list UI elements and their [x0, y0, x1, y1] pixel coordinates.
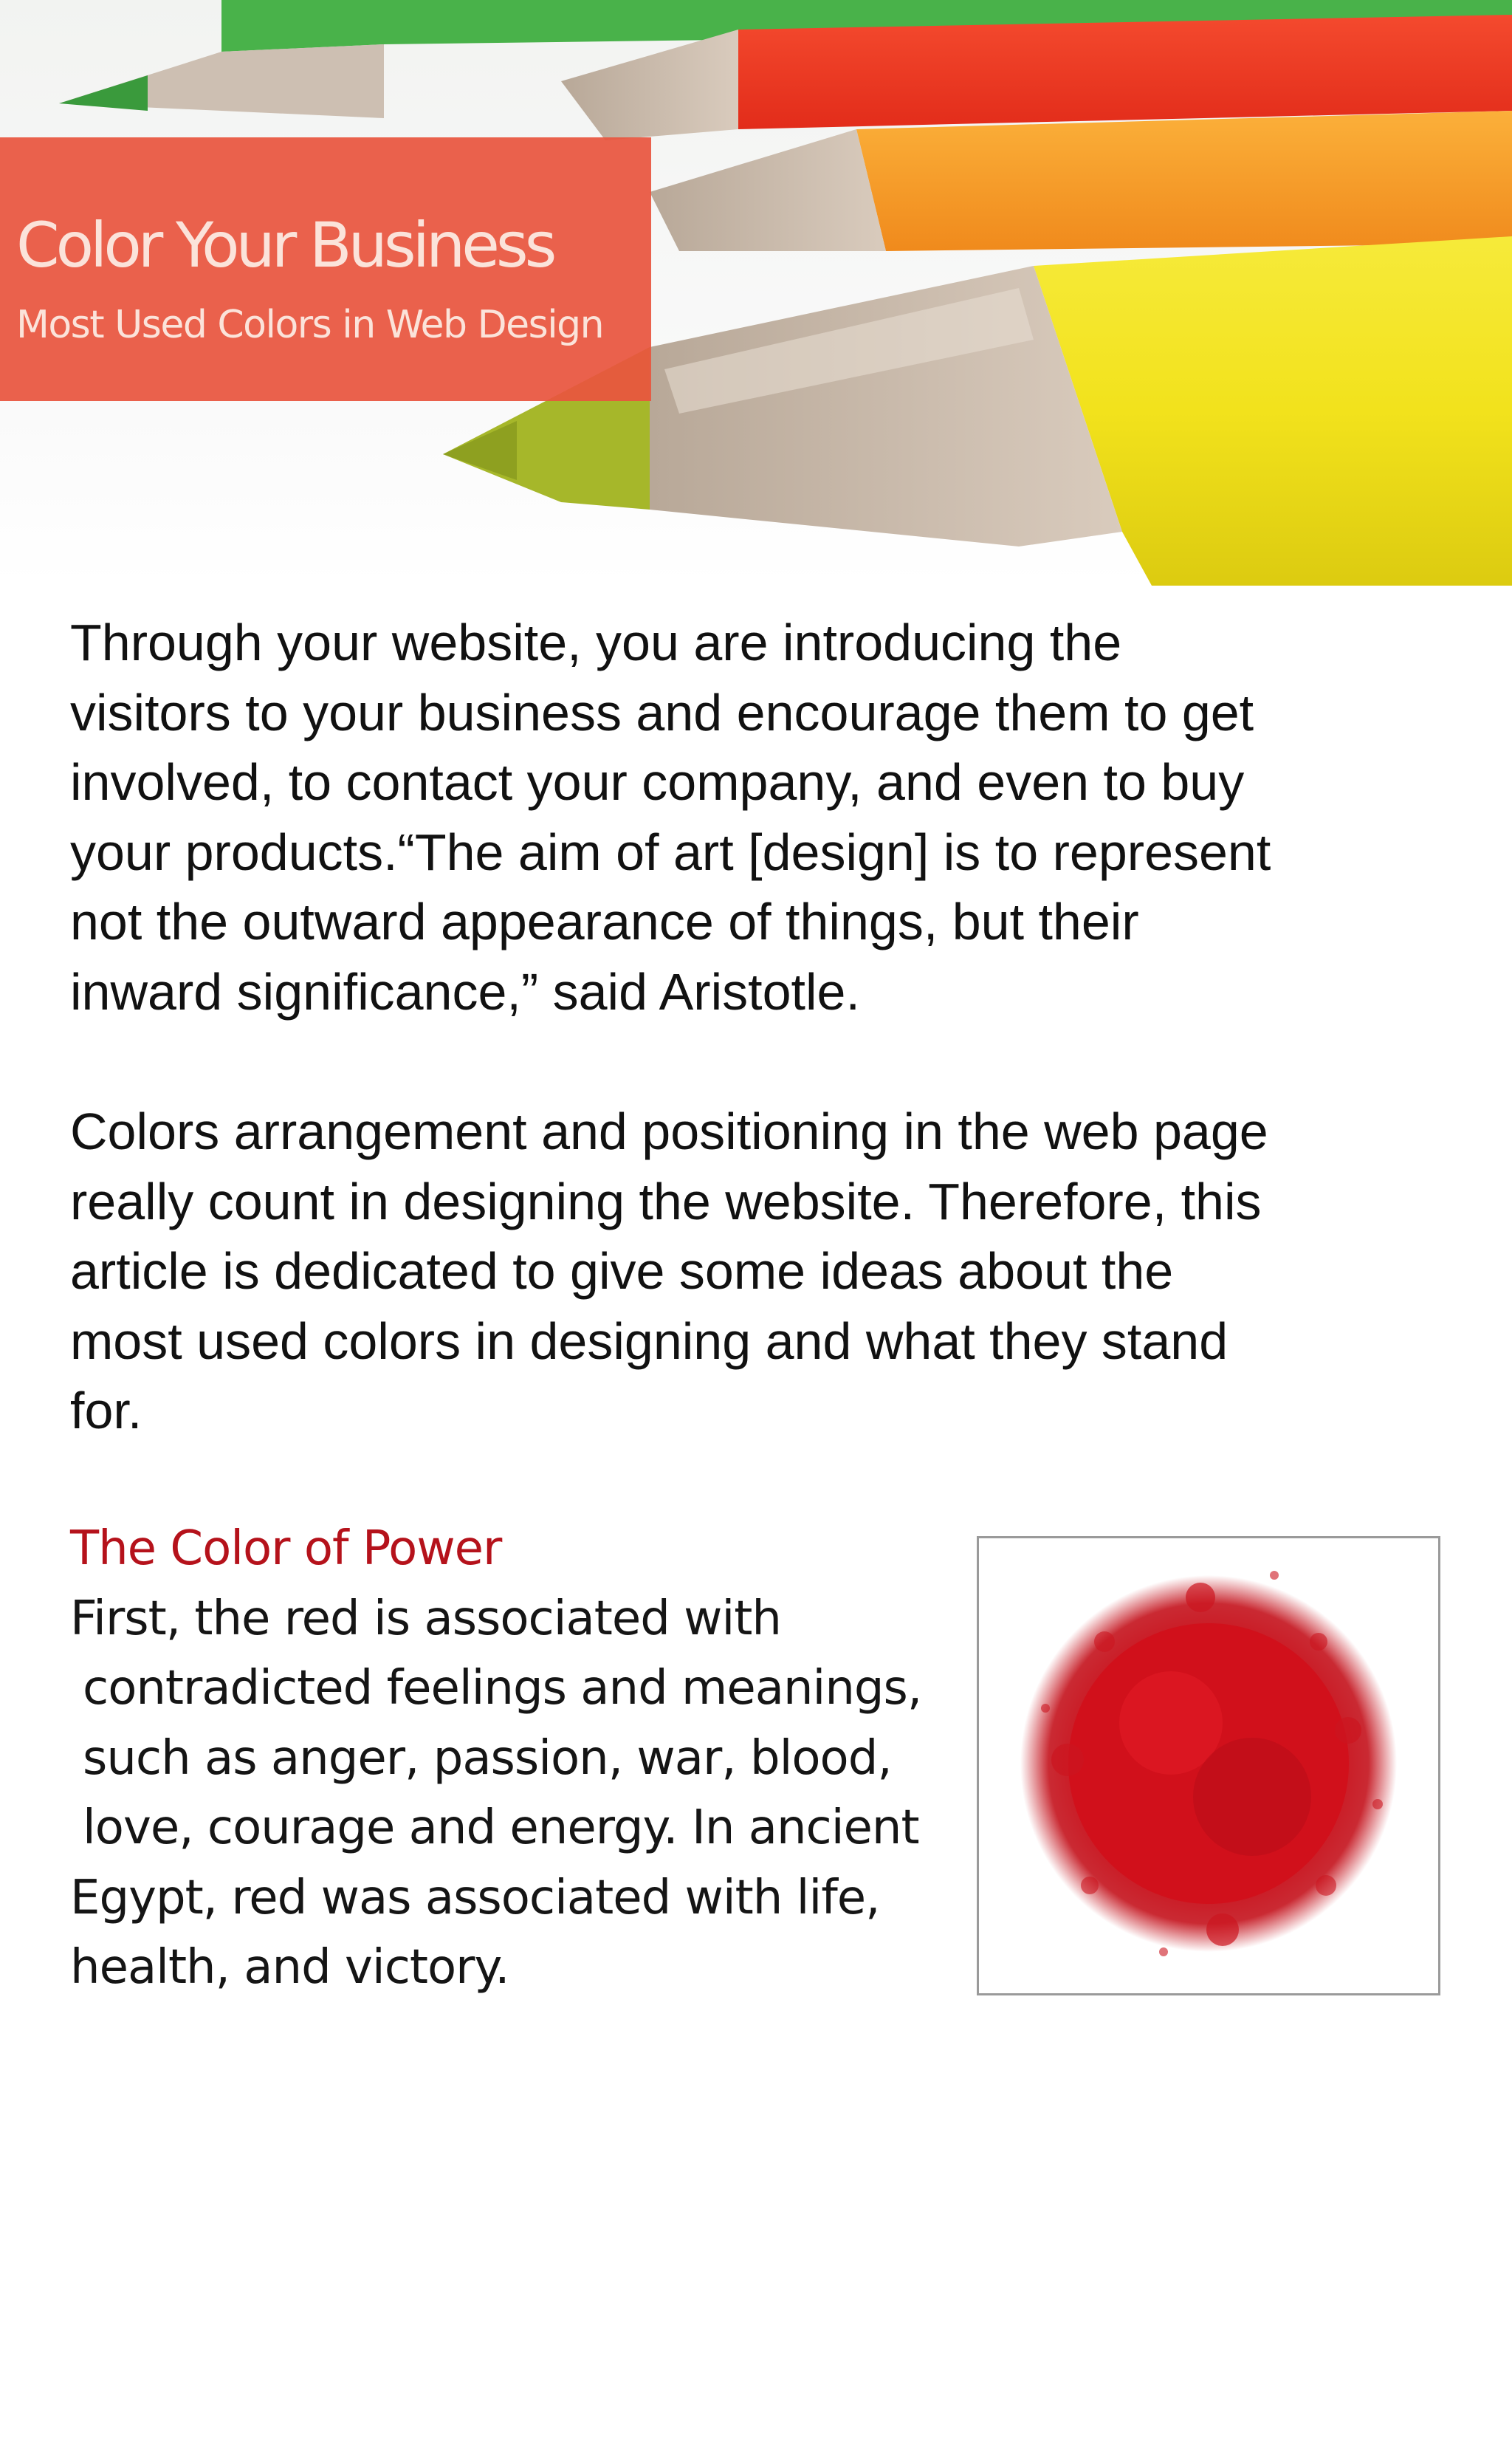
intro-line: Through your website, you are introducing the: [70, 614, 1122, 671]
article-line: Colors arrangement and positioning in the web page: [70, 1103, 1268, 1160]
banner-subtitle: Most Used Colors in Web Design: [16, 303, 604, 347]
intro-line: visitors to your business and encourage them to get: [70, 683, 1254, 741]
article-line: for.: [70, 1382, 142, 1439]
section-line: health, and victory.: [70, 1940, 509, 1995]
section-line: First, the red is associated with: [70, 1591, 781, 1646]
intro-line: inward significance,” said Aristotle.: [70, 962, 860, 1021]
intro-line: involved, to contact your company, and even to buy: [70, 753, 1245, 811]
intro-paragraph: [70, 608, 1458, 1027]
section-line: contradicted feelings and meanings,: [83, 1661, 922, 1716]
intro-line: not the outward appearance of things, but their: [70, 893, 1139, 950]
section-line: such as anger, passion, war, blood,: [83, 1730, 892, 1786]
section-line: love, courage and energy. In ancient: [83, 1800, 919, 1855]
red-pigment-image-frame: [977, 1536, 1440, 1995]
intro-line: your products.“The aim of art [design] is to represent: [70, 823, 1271, 881]
color-of-power-section: [70, 1514, 956, 2003]
article-line: article is dedicated to give some ideas about the: [70, 1242, 1174, 1300]
article-line: really count in designing the website. Therefore, this: [70, 1172, 1262, 1230]
red-pigment-image: [979, 1538, 1438, 1993]
header-banner: [0, 0, 1512, 586]
article-paragraph: [70, 1097, 1458, 1446]
banner-title: Color Your Business: [16, 209, 554, 281]
section-heading: The Color of Power: [70, 1521, 502, 1576]
article-line: most used colors in designing and what they stand: [70, 1312, 1228, 1370]
section-line: Egypt, red was associated with life,: [70, 1870, 880, 1925]
